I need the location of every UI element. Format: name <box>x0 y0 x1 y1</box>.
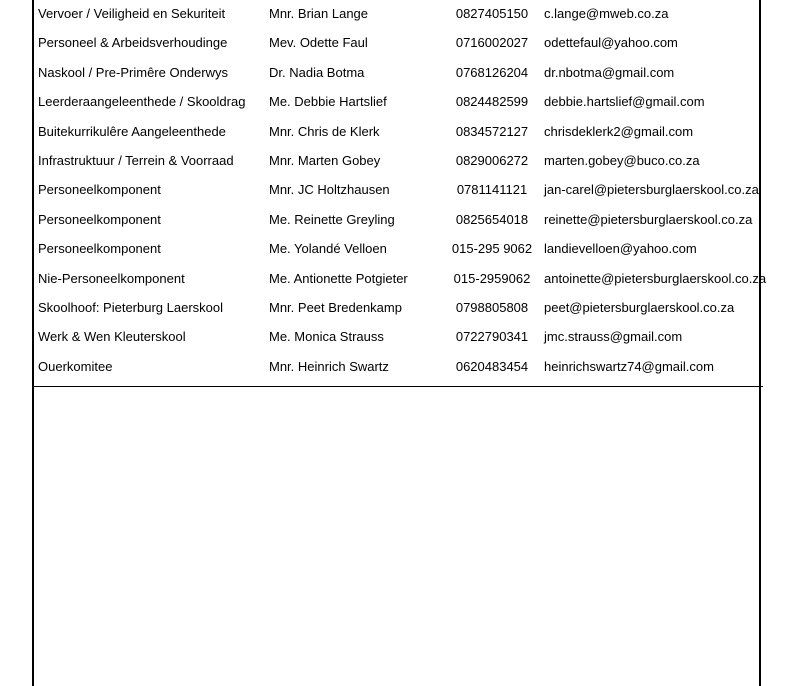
name-cell: Mnr. JC Holtzhausen <box>269 182 390 198</box>
table-row <box>0 356 793 378</box>
email-cell: antoinette@pietersburglaerskool.co.za <box>544 270 767 286</box>
phone-cell: 0722790341 <box>455 329 529 345</box>
name-cell: Mnr. Heinrich Swartz <box>269 358 389 374</box>
table-row <box>0 238 793 260</box>
phone-cell: 0825654018 <box>455 211 529 227</box>
phone-cell: 0781141121 <box>456 182 528 198</box>
portfolio-cell: Personeelkomponent <box>38 211 161 227</box>
table-row <box>0 91 793 113</box>
phone-cell: 0768126204 <box>455 64 529 80</box>
phone-cell: 0716002027 <box>455 35 529 51</box>
email-cell: jmc.strauss@gmail.com <box>544 329 683 345</box>
phone-cell: 0620483454 <box>455 358 529 374</box>
table-row <box>0 3 793 25</box>
phone-cell: 0834572127 <box>455 123 529 139</box>
phone-cell: 015-2959062 <box>453 270 531 286</box>
phone-cell: 0798805808 <box>455 300 529 315</box>
portfolio-cell: Skoolhoof: Pieterburg Laerskool <box>38 300 224 315</box>
phone-cell: 0829006272 <box>455 153 529 168</box>
portfolio-cell: Vervoer / Veiligheid en Sekuriteit <box>38 6 226 21</box>
portfolio-cell: Personeel & Arbeidsverhoudinge <box>38 35 228 51</box>
email-cell: chrisdeklerk2@gmail.com <box>544 123 694 139</box>
email-cell: peet@pietersburglaerskool.co.za <box>544 300 735 315</box>
phone-cell: 0824482599 <box>455 94 529 110</box>
email-cell: landievelloen@yahoo.com <box>544 241 697 257</box>
portfolio-cell: Naskool / Pre-Primêre Onderwys <box>38 64 228 80</box>
name-cell: Me. Yolandé Velloen <box>269 241 387 257</box>
phone-cell: 0827405150 <box>455 6 529 21</box>
name-cell: Mnr. Brian Lange <box>269 6 369 21</box>
name-cell: Mnr. Chris de Klerk <box>269 123 380 139</box>
table-row <box>0 268 793 290</box>
portfolio-cell: Nie-Personeelkomponent <box>38 270 185 286</box>
name-cell: Mnr. Marten Gobey <box>269 153 381 168</box>
table-row <box>0 121 793 143</box>
table-row <box>0 150 793 172</box>
name-cell: Me. Reinette Greyling <box>269 211 395 227</box>
portfolio-cell: Personeelkomponent <box>38 241 161 257</box>
portfolio-cell: Infrastruktuur / Terrein & Voorraad <box>38 153 234 168</box>
email-cell: reinette@pietersburglaerskool.co.za <box>544 211 753 227</box>
portfolio-cell: Buitekurrikulêre Aangeleenthede <box>38 123 226 139</box>
phone-cell: 015-295 9062 <box>451 241 533 257</box>
name-cell: Mev. Odette Faul <box>269 35 368 51</box>
name-cell: Me. Antionette Potgieter <box>269 270 408 286</box>
table-row <box>0 209 793 231</box>
table-row <box>0 297 793 319</box>
portfolio-cell: Leerderaangeleenthede / Skooldrag <box>38 94 246 110</box>
portfolio-cell: Werk & Wen Kleuterskool <box>38 329 186 345</box>
email-cell: marten.gobey@buco.co.za <box>544 153 700 168</box>
name-cell: Dr. Nadia Botma <box>269 64 365 80</box>
email-cell: c.lange@mweb.co.za <box>544 6 669 21</box>
table-row <box>0 62 793 84</box>
email-cell: dr.nbotma@gmail.com <box>544 64 675 80</box>
email-cell: jan-carel@pietersburglaerskool.co.za <box>544 182 759 198</box>
portfolio-cell: Personeelkomponent <box>38 182 161 198</box>
portfolio-cell: Ouerkomitee <box>38 358 113 374</box>
name-cell: Me. Monica Strauss <box>269 329 384 345</box>
email-cell: debbie.hartslief@gmail.com <box>544 94 705 110</box>
email-cell: odettefaul@yahoo.com <box>544 35 678 51</box>
table-row <box>0 179 793 201</box>
table-row <box>0 32 793 54</box>
name-cell: Mnr. Peet Bredenkamp <box>269 300 402 315</box>
table-row <box>0 326 793 348</box>
email-cell: heinrichswartz74@gmail.com <box>544 358 714 374</box>
name-cell: Me. Debbie Hartslief <box>269 94 387 110</box>
